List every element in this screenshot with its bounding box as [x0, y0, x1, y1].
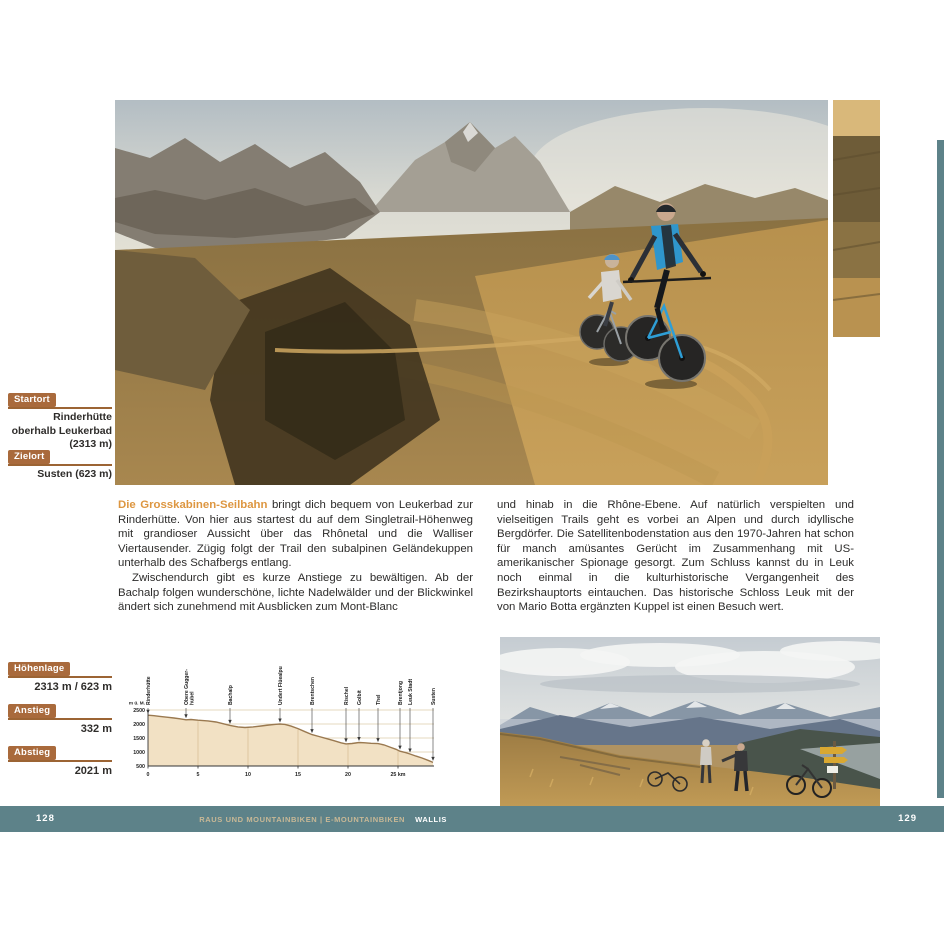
article-lead: Die Grosskabinen-Seilbahn: [118, 499, 268, 511]
svg-text:1500: 1500: [133, 735, 145, 742]
svg-text:Golbit: Golbit: [357, 690, 364, 705]
viewpoint-photo: [500, 637, 880, 806]
article-column-2: [497, 498, 854, 615]
next-page-edge: [937, 140, 944, 798]
abstieg-value: 2021 m: [74, 765, 112, 777]
svg-text:Brentschen: Brentschen: [310, 676, 317, 705]
svg-text:0: 0: [146, 772, 150, 778]
abstieg-badge: Abstieg: [8, 746, 56, 760]
anstieg-value: 332 m: [80, 723, 112, 735]
abstieg-block: [8, 742, 112, 777]
svg-text:1000: 1000: [133, 749, 145, 756]
article-paragraph-3: und hinab in die Rhône-Ebene. Auf natürlich verspielten und vielseitigen Trails geht es vorbei an Alpen und durch idyllische Bergdörfer. Die Satellitenbodenstation aus den 1970-Jahren hat schon für manch amüsantes Gerücht im Zusammenhang mit US-amerikanischer Spionage gesorgt. Zum Schluss kannst du in Leuk noch einmal in die kulturhistorische Vergangenheit des Bezirkshauptorts eintauchen. Das historische Schloss Leuk mit der von Mario Botta ergänzten Kuppel ist einen Besuch wert.: [497, 499, 854, 614]
svg-text:5: 5: [196, 772, 200, 778]
zielort-value: Susten (623 m): [37, 468, 112, 480]
svg-text:Bachalp: Bachalp: [228, 685, 235, 705]
svg-text:Obere Gugger-: Obere Gugger-: [184, 669, 191, 705]
anstieg-block: [8, 700, 112, 735]
startort-block: [8, 389, 112, 452]
startort-value: Rinderhütte oberhalb Leukerbad (2313 m): [11, 411, 112, 450]
svg-text:Thel: Thel: [376, 694, 383, 705]
svg-text:500: 500: [136, 763, 145, 770]
hoehenlage-value: 2313 m / 623 m: [34, 681, 112, 693]
footer-region-label: WALLIS: [415, 815, 447, 824]
svg-text:Susten: Susten: [431, 688, 438, 705]
svg-text:Undert Flüealpu: Undert Flüealpu: [278, 666, 285, 705]
svg-text:25 km: 25 km: [390, 772, 406, 778]
article-paragraph-1: bringt dich bequem von Leukerbad zur Rinderhütte. Von hier aus startest du auf dem Singletrail-Höhenweg mit grandioser Aussicht über das Rhônetal und die Walliser Viertausender. Zügig folgt der Trail den subalpinen Geländekuppen unterhalb des Schafbergs entlang.: [118, 499, 473, 570]
svg-text:2000: 2000: [133, 721, 145, 728]
svg-text:Leuk Stadt: Leuk Stadt: [408, 678, 415, 705]
hoehenlage-block: [8, 658, 112, 693]
startort-badge: Startort: [8, 393, 56, 407]
svg-text:10: 10: [245, 772, 251, 778]
zielort-badge: Zielort: [8, 450, 50, 464]
trail-photo-illustration: [115, 100, 828, 485]
page-number-left: 128: [36, 813, 55, 824]
trail-photo: [115, 100, 828, 485]
page-number-right: 129: [898, 813, 917, 824]
footer-breadcrumb-text: RAUS UND MOUNTAINBIKEN | E-MOUNTAINBIKEN: [199, 815, 406, 824]
svg-text:m ü. M.: m ü. M.: [128, 700, 145, 706]
footer-breadcrumb: [0, 815, 447, 824]
article-column-1: [118, 498, 473, 615]
svg-text:hubel: hubel: [189, 691, 196, 705]
article-paragraph-2: Zwischendurch gibt es kurze Anstiege zu bewältigen. Ab der Bachalp folgen wunderschöne, lichte Nadelwälder und der Blickwinkel ändert sich zunehmend mit Ausblicken zum Mont-Blanc: [118, 571, 473, 614]
viewpoint-photo-illustration: [500, 637, 880, 806]
zielort-block: [8, 446, 112, 482]
svg-text:15: 15: [295, 772, 301, 778]
footer-bar: [0, 806, 944, 832]
anstieg-badge: Anstieg: [8, 704, 56, 718]
svg-text:20: 20: [345, 772, 351, 778]
svg-text:2500: 2500: [133, 707, 145, 714]
svg-text:Rischel: Rischel: [344, 686, 351, 705]
svg-text:Rinderhütte: Rinderhütte: [146, 676, 153, 705]
elevation-chart: [115, 648, 445, 783]
trail-photo-gutter-strip: [833, 100, 880, 337]
svg-text:Brentjong: Brentjong: [398, 680, 405, 705]
hoehenlage-badge: Höhenlage: [8, 662, 70, 676]
